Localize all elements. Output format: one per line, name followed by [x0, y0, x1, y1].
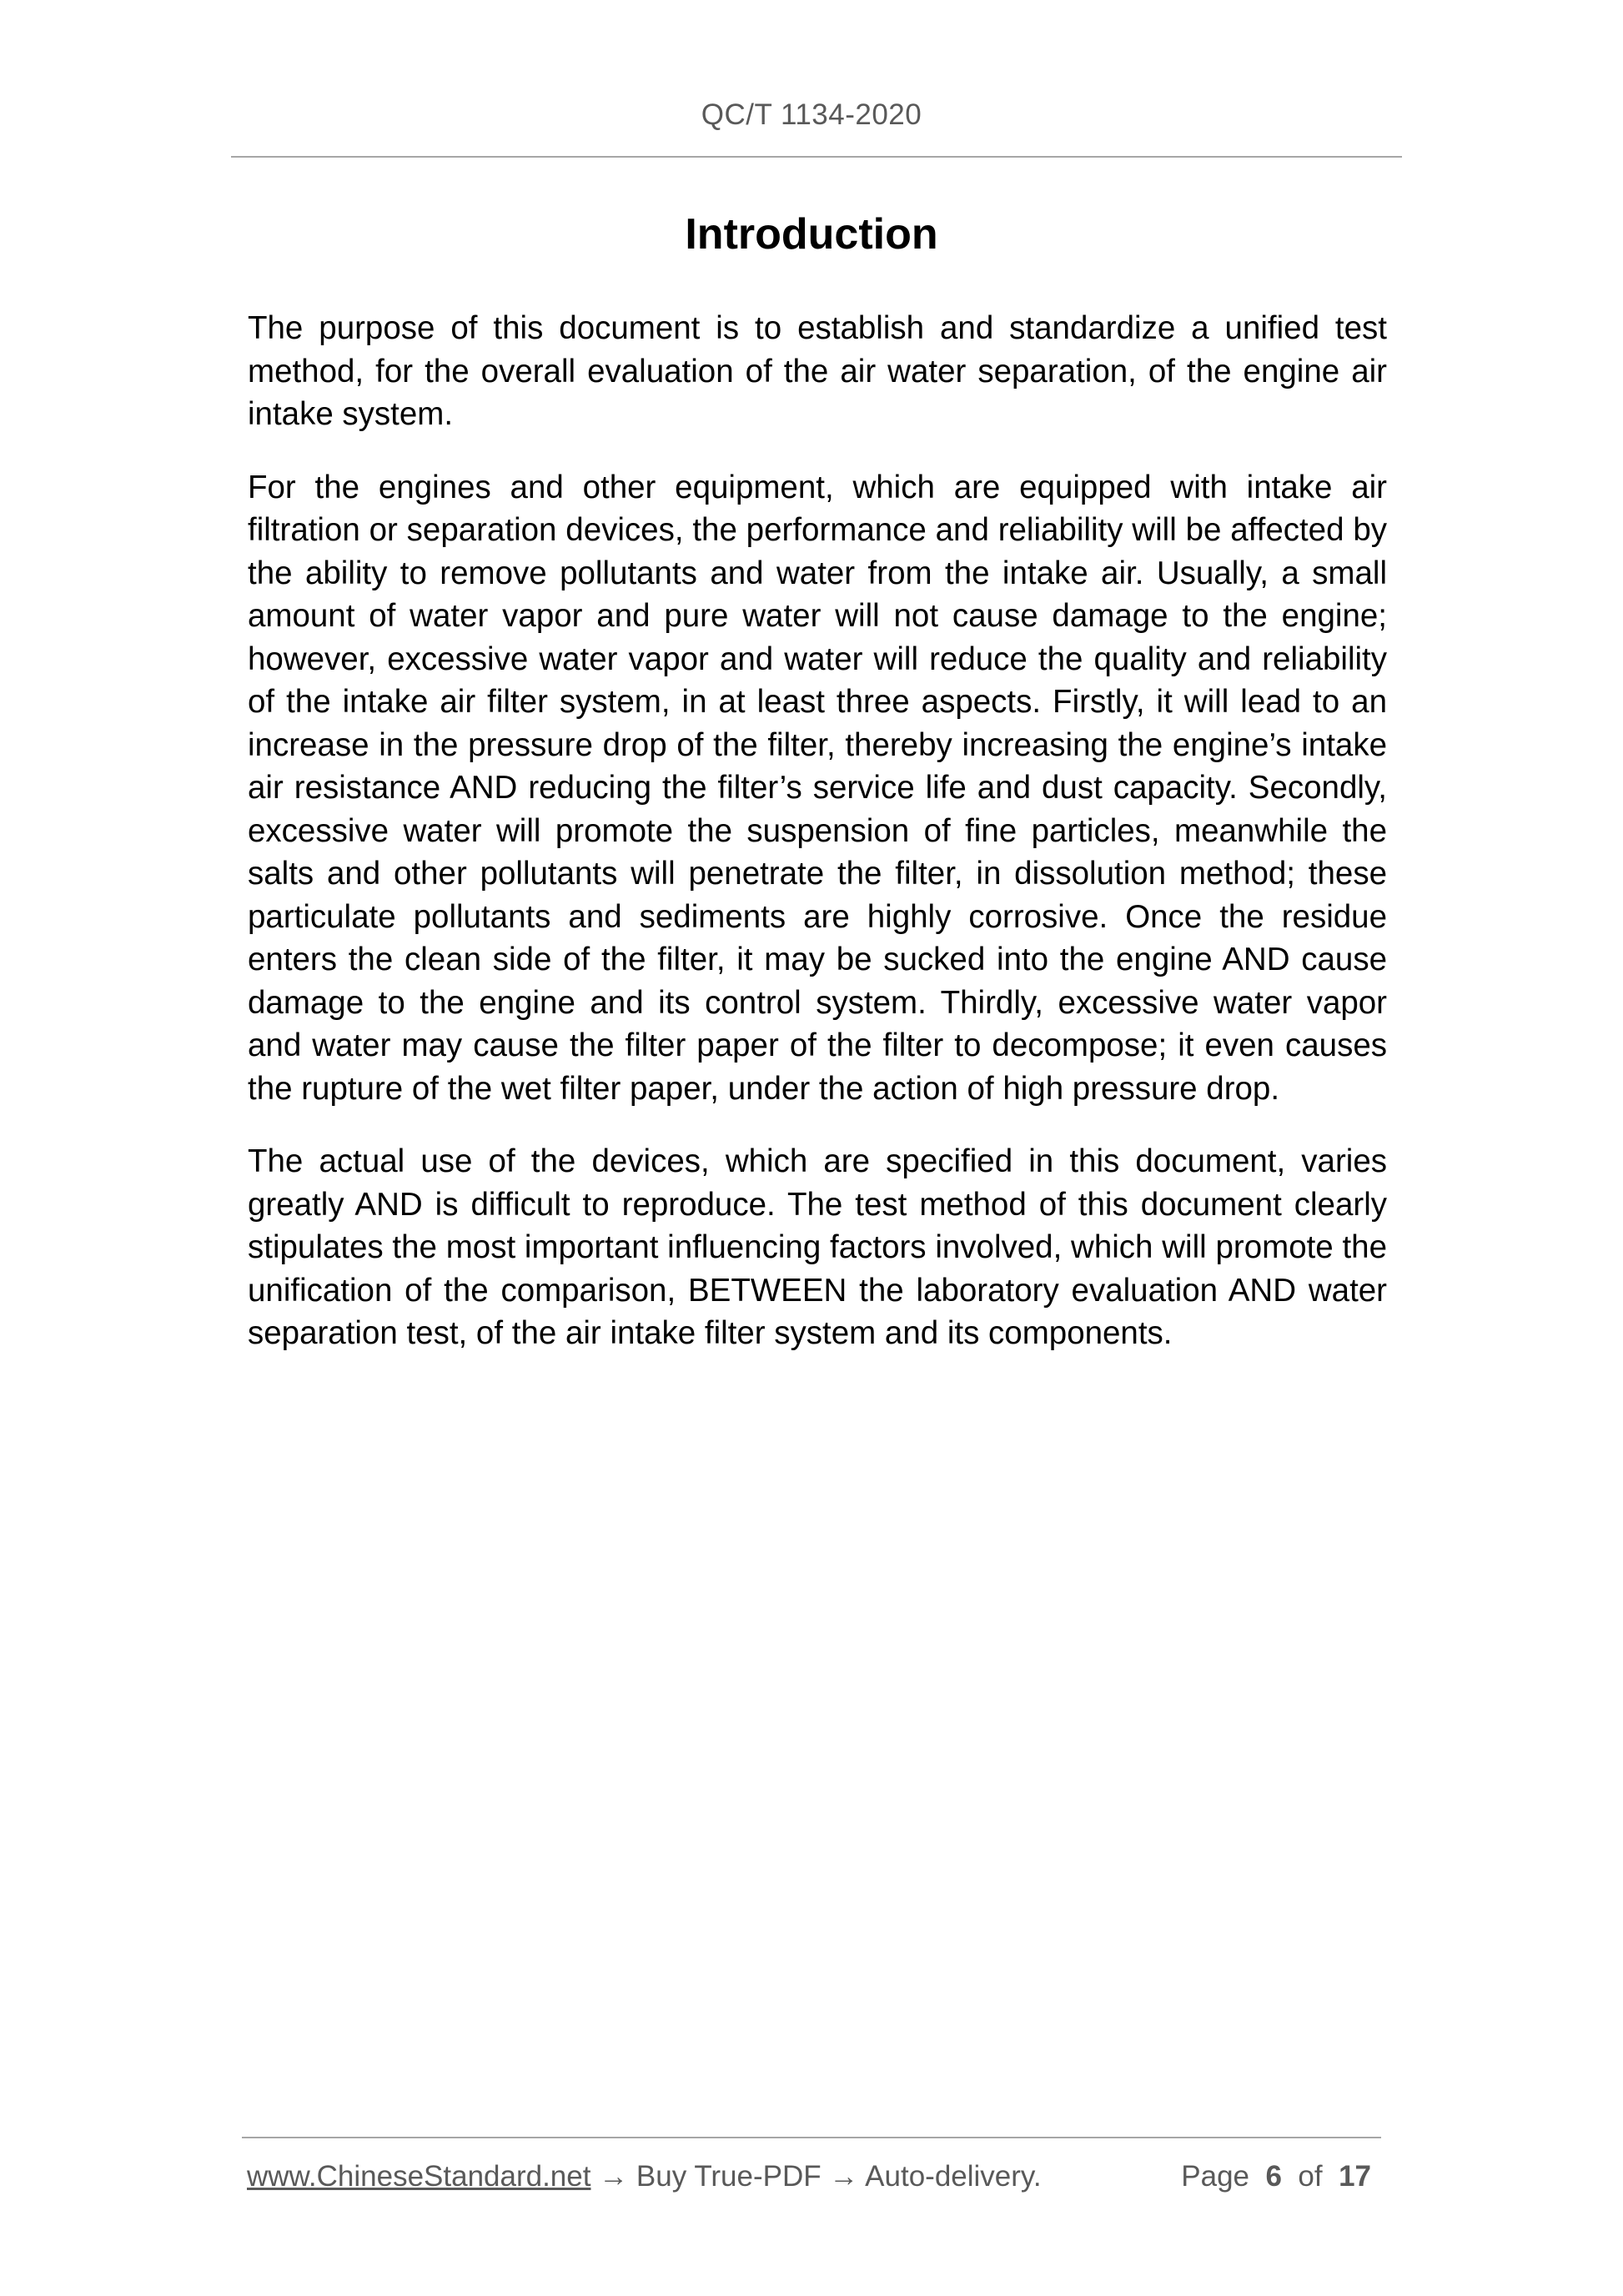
running-header: QC/T 1134-2020: [701, 98, 922, 131]
website-link[interactable]: www.ChineseStandard.net: [247, 2160, 591, 2193]
paragraph-2: For the engines and other equipment, which are equipped with intake air filtration or separation devices, the performance and reliability will be affected by the ability to remove pollutants and water from the intake air. Usually, a small amount of water vapor and pure water will not cause damage to the engine; however, excessive water vapor and water will reduce the quality and reliability of the intake air filter system, in at least three aspects. Firstly, it will lead to an increase in the pressure drop of the filter, thereby increasing the engine’s intake air resistance AND reducing the filter’s service life and dust capacity. Secondly, excessive water will promote the suspension of fine particles, meanwhile the salts and other pollutants will penetrate the filter, in dissolution method; these particulate pollutants and sediments are highly corrosive. Once the residue enters the clean side of the filter, it may be sucked into the engine AND cause damage to the engine and its control system. Thirdly, excessive water vapor and water may cause the filter paper of the filter to decompose; it even causes the rupture of the wet filter paper, under the action of high pressure drop.: [248, 469, 1387, 1107]
footer-promo: [247, 2160, 1042, 2193]
page-of-label: of: [1298, 2160, 1323, 2193]
footer-divider: [242, 2137, 1381, 2138]
page-label: Page: [1181, 2160, 1250, 2193]
paragraph-3: The actual use of the devices, which are specified in this document, varies greatly AND is difficult to reproduce. The test method of this document clearly stipulates the most important influencing factors involved, which will promote the unification of the comparison, BETWEEN the laboratory evaluation AND water separation test, of the air intake filter system and its components.: [248, 1143, 1387, 1351]
page-footer: [247, 2160, 1381, 2202]
page-current-number: 6: [1265, 2160, 1282, 2193]
header-divider: [231, 156, 1402, 158]
page-total-number: 17: [1339, 2160, 1371, 2193]
footer-tagline: → Buy True-PDF → Auto-delivery.: [590, 2160, 1042, 2193]
paragraph-1: The purpose of this document is to establish and standardize a unified test method, for the overall evaluation of the air water separation, of the engine air intake system.: [248, 310, 1387, 432]
body-content: [248, 307, 1387, 1385]
page-title: Introduction: [685, 210, 938, 259]
page-indicator: [1181, 2160, 1371, 2193]
